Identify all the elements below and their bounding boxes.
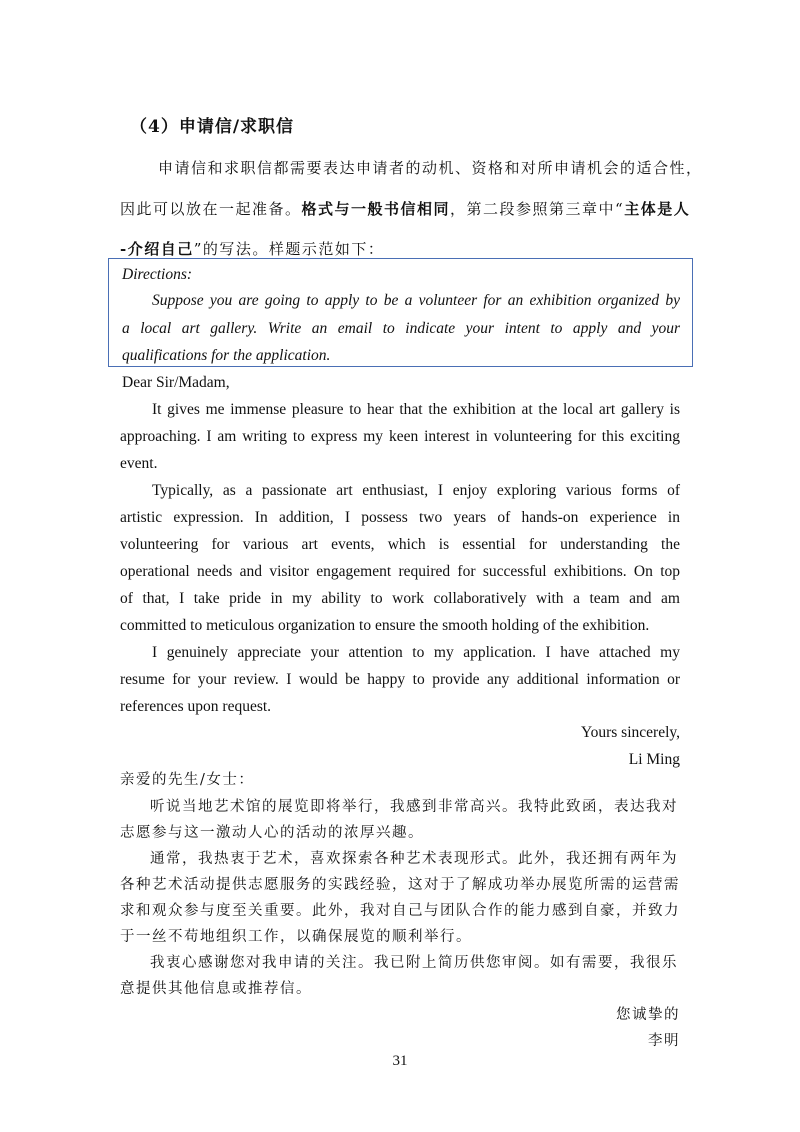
section-heading: （4）申请信/求职信 bbox=[130, 117, 295, 137]
translation-p2-line: 于一丝不苟地组织工作，以确保展览的顺利举行。 bbox=[120, 929, 472, 945]
translation-p1-line: 志愿参与这一激动人心的活动的浓厚兴趣。 bbox=[120, 825, 424, 841]
translation-p2-line: 各种艺术活动提供志愿服务的实践经验，这对于了解成功举办展览所需的运营需 bbox=[120, 877, 680, 893]
intro-text: ”的写法。样题示范如下： bbox=[193, 240, 385, 258]
page-number: 31 bbox=[392, 1053, 408, 1069]
letter-p2-line: volunteering for various art events, which is essential for understanding the bbox=[120, 536, 680, 553]
translation-p2-line: 通常，我热衷于艺术，喜欢探索各种艺术表现形式。此外，我还拥有两年为 bbox=[150, 851, 678, 867]
translation-p2-line: 求和观众参与度至关重要。此外，我对自己与团队合作的能力感到自豪，并致力 bbox=[120, 903, 680, 919]
intro-text: ，第二段参照第三章中“ bbox=[450, 200, 625, 218]
letter-p1-line: event. bbox=[120, 455, 158, 472]
intro-bold-subject: 主体是人 bbox=[624, 200, 691, 218]
intro-line-1: 申请信和求职信都需要表达申请者的动机、资格和对所申请机会的适合性， bbox=[158, 159, 703, 177]
letter-p3-line: resume for your review. I would be happy to provide any additional information or bbox=[120, 671, 680, 688]
translation-signature: 李明 bbox=[648, 1033, 680, 1049]
directions-line-2: a local art gallery. Write an email to indicate your intent to apply and your bbox=[122, 320, 680, 337]
letter-p2-line: of that, I take pride in my ability to work collaboratively with a team and am bbox=[120, 590, 680, 607]
directions-line-1: Suppose you are going to apply to be a volunteer for an exhibition organized by bbox=[152, 292, 680, 309]
translation-p3-line: 意提供其他信息或推荐信。 bbox=[120, 981, 312, 997]
letter-p2-line: Typically, as a passionate art enthusiast, I enjoy exploring various forms of bbox=[152, 482, 680, 499]
intro-bold-intro-self: -介绍自己 bbox=[120, 240, 194, 258]
letter-p1-line: approaching. I am writing to express my keen interest in volunteering for this exciting bbox=[120, 428, 680, 445]
translation-salutation: 亲爱的先生/女士： bbox=[120, 772, 255, 788]
directions-line-3: qualifications for the application. bbox=[122, 347, 331, 364]
intro-line-3 bbox=[120, 238, 384, 259]
letter-p3-line: references upon request. bbox=[120, 698, 272, 715]
letter-p1-line: It gives me immense pleasure to hear that the exhibition at the local art gallery is bbox=[152, 401, 680, 418]
letter-p2-line: committed to meticulous organization to ensure the smooth holding of the exhibition. bbox=[120, 617, 650, 634]
letter-closing: Yours sincerely, bbox=[580, 724, 680, 741]
translation-closing: 您诚挚的 bbox=[616, 1007, 680, 1023]
translation-p1-line: 听说当地艺术馆的展览即将举行，我感到非常高兴。我特此致函，表达我对 bbox=[150, 799, 678, 815]
directions-label: Directions: bbox=[122, 266, 193, 283]
intro-text: 因此可以放在一起准备。 bbox=[120, 200, 302, 218]
letter-salutation: Dear Sir/Madam, bbox=[122, 374, 230, 391]
letter-p2-line: operational needs and visitor engagement required for successful exhibitions. On top bbox=[120, 563, 680, 580]
letter-p2-line: artistic expression. In addition, I possess two years of hands-on experience in bbox=[120, 509, 680, 526]
translation-p3-line: 我衷心感谢您对我申请的关注。我已附上简历供您审阅。如有需要，我很乐 bbox=[150, 955, 678, 971]
letter-signature: Li Ming bbox=[628, 751, 680, 768]
intro-bold-format: 格式与一般书信相同 bbox=[301, 200, 451, 218]
letter-p3-line: I genuinely appreciate your attention to my application. I have attached my bbox=[152, 644, 680, 661]
intro-line-2 bbox=[120, 198, 690, 219]
